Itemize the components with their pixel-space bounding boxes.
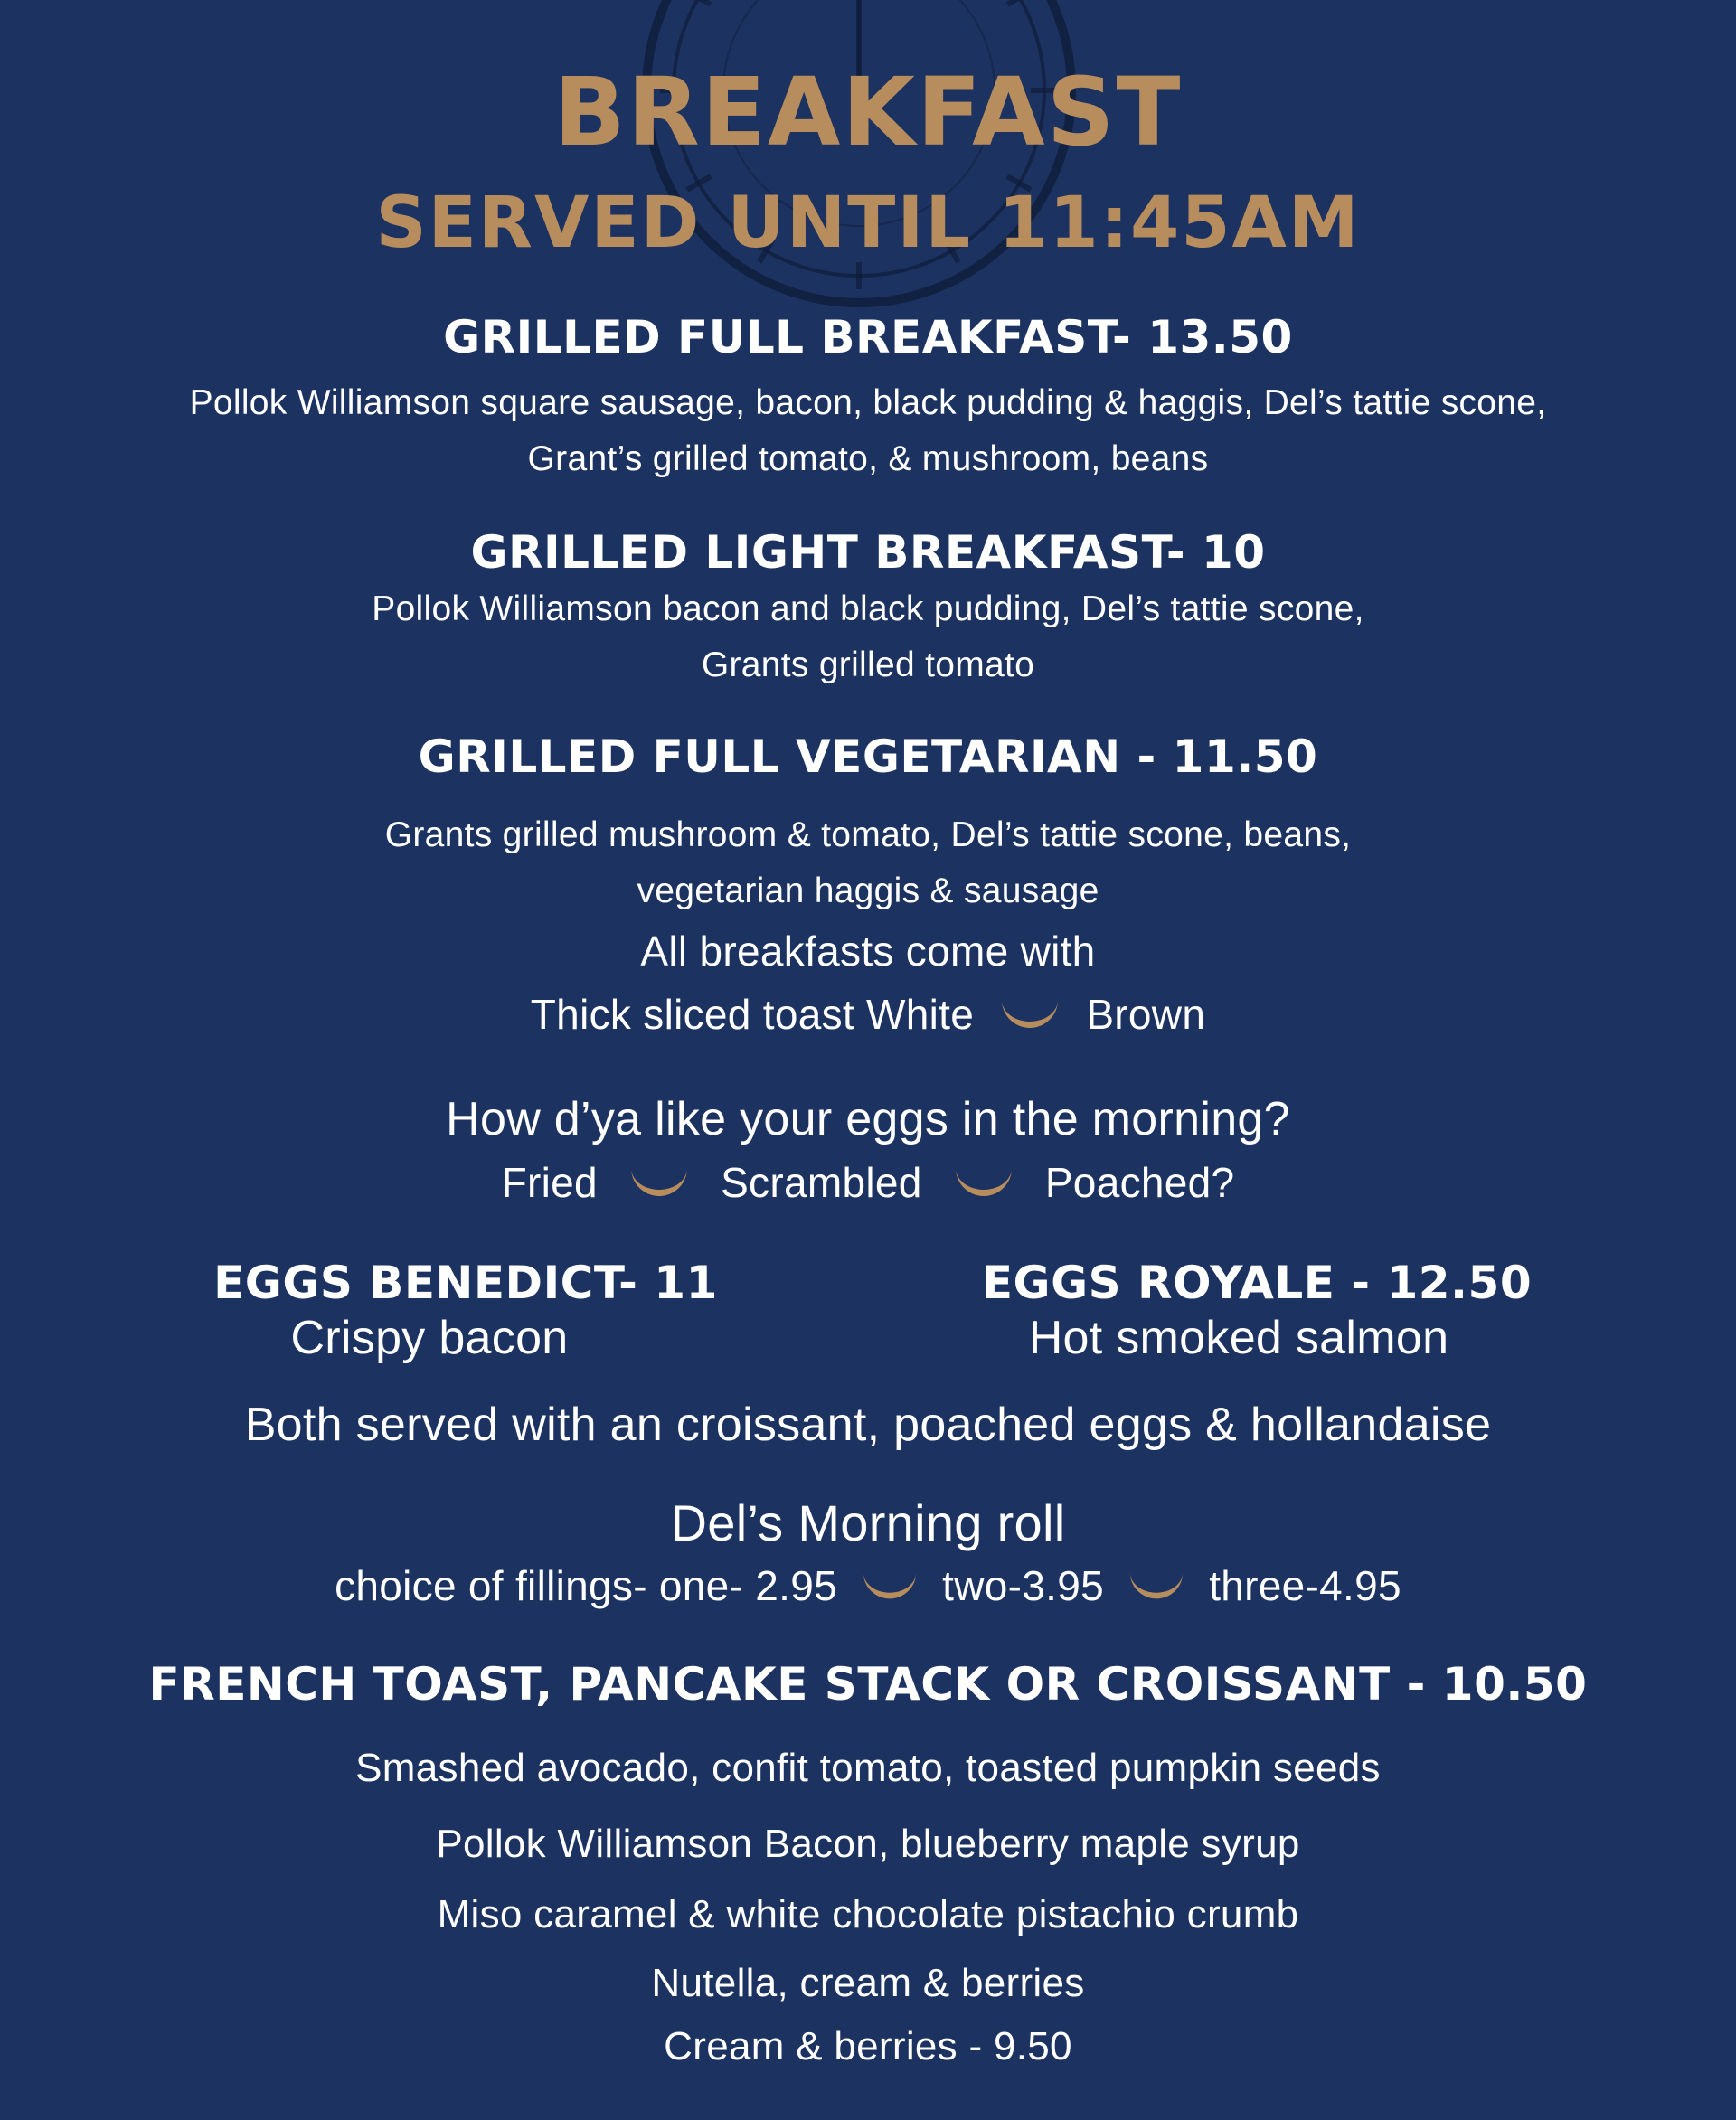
roll-three: three-4.95 (1209, 1562, 1401, 1609)
vegetarian-desc-1: Grants grilled mushroom & tomato, Del’s tattie scone, beans, (384, 815, 1352, 854)
toast-options (0, 989, 1736, 1043)
moon-icon (627, 1161, 691, 1211)
benedict-desc: Crispy bacon (290, 1312, 569, 1364)
french-toast-option-5: Cream & berries - 9.50 (664, 2024, 1072, 2068)
light-breakfast-title: GRILLED LIGHT BREAKFAST- 10 (470, 526, 1266, 579)
vegetarian-desc-2: vegetarian haggis & sausage (637, 872, 1099, 910)
morning-roll-title: Del’s Morning roll (670, 1494, 1066, 1551)
eggs-question: How d’ya like your eggs in the morning? (446, 1093, 1290, 1145)
moon-icon (860, 1564, 920, 1615)
toast-white: Thick sliced toast White (530, 991, 975, 1038)
french-toast-title: FRENCH TOAST, PANCAKE STACK OR CROISSANT - 10.50 (148, 1658, 1588, 1710)
full-breakfast-desc-1: Pollok Williamson square sausage, bacon, black pudding & haggis, Del’s tattie scone, (189, 383, 1547, 422)
roll-one: choice of fillings- one- 2.95 (335, 1562, 837, 1609)
french-toast-option-2: Pollok Williamson Bacon, blueberry maple syrup (436, 1822, 1300, 1866)
both-served: Both served with an croissant, poached eggs & hollandaise (244, 1399, 1492, 1451)
moon-icon (1127, 1564, 1186, 1615)
roll-two: two-3.95 (942, 1562, 1105, 1609)
page-subtitle: SERVED UNTIL 11:45AM (375, 183, 1361, 264)
royale-desc: Hot smoked salmon (1028, 1312, 1449, 1364)
toast-brown: Brown (1086, 991, 1206, 1038)
moon-icon (998, 993, 1061, 1043)
eggs-fried: Fried (501, 1159, 598, 1206)
french-toast-option-3: Miso caramel & white chocolate pistachio crumb (437, 1892, 1299, 1936)
benedict-title: EGGS BENEDICT- 11 (213, 1257, 718, 1309)
vegetarian-title: GRILLED FULL VEGETARIAN - 11.50 (418, 730, 1318, 783)
eggs-options (0, 1157, 1736, 1211)
eggs-scrambled: Scrambled (721, 1159, 922, 1206)
french-toast-option-4: Nutella, cream & berries (651, 1961, 1085, 2005)
full-breakfast-title: GRILLED FULL BREAKFAST- 13.50 (443, 311, 1293, 363)
page-title: BREAKFAST (553, 57, 1183, 167)
morning-roll-options (0, 1560, 1736, 1615)
royale-title: EGGS ROYALE - 12.50 (981, 1257, 1533, 1309)
light-breakfast-desc-2: Grants grilled tomato (701, 645, 1035, 684)
moon-icon (952, 1161, 1015, 1211)
french-toast-option-1: Smashed avocado, confit tomato, toasted pumpkin seeds (355, 1746, 1381, 1790)
toast-intro: All breakfasts come with (640, 928, 1096, 975)
full-breakfast-desc-2: Grant’s grilled tomato, & mushroom, beans (527, 439, 1209, 478)
eggs-poached: Poached? (1044, 1159, 1235, 1206)
light-breakfast-desc-1: Pollok Williamson bacon and black pudding, Del’s tattie scone, (372, 589, 1364, 628)
